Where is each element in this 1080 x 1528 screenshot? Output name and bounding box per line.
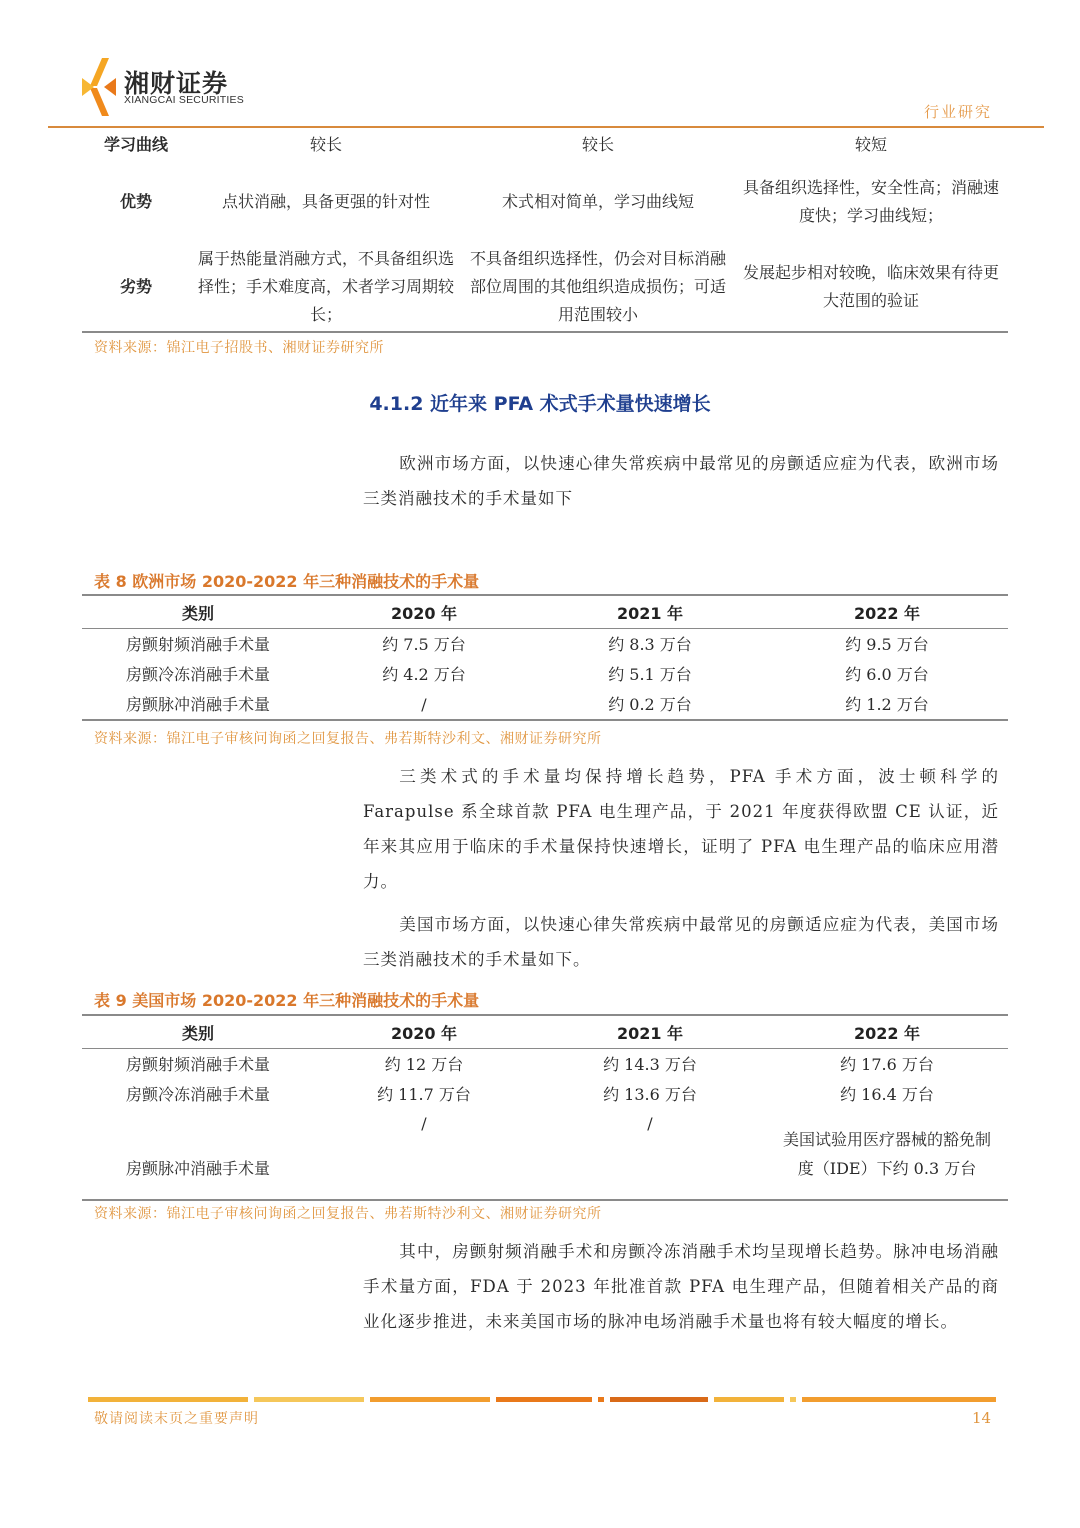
table-cell: 较长 (581, 135, 614, 154)
table-cell: 约 11.7 万台 (377, 1084, 471, 1104)
column-header: 2020 年 (314, 595, 534, 629)
comparison-table (82, 128, 1008, 333)
footer-divider (88, 1397, 996, 1402)
table-cell: 发展起步相对较晚，临床效果有待更大范围的验证 (734, 242, 1008, 332)
row-header: 劣势 (82, 242, 190, 332)
column-header: 2021 年 (534, 595, 766, 629)
table-cell: 点状消融，具备更强的针对性 (221, 192, 430, 211)
table-row (82, 1079, 1008, 1109)
table-cell: 约 7.5 万台 (382, 634, 466, 654)
report-category: 行业研究 (923, 103, 992, 121)
table-row (82, 659, 1008, 689)
table-cell: / (314, 1109, 534, 1200)
table-cell: 约 0.2 万台 (534, 689, 766, 720)
brand-name-en: XIANGCAI SECURITIES (124, 94, 244, 106)
table-cell: 房颤冷冻消融手术量 (125, 1084, 270, 1104)
table-cell: 约 1.2 万台 (766, 689, 1008, 720)
table-cell: 术式相对简单，学习曲线短 (501, 192, 694, 211)
table-row (82, 689, 1008, 720)
table-row (82, 162, 1008, 242)
table-header-row (82, 595, 1008, 629)
table-title: 表 9 美国市场 2020-2022 年三种消融技术的手术量 (94, 991, 480, 1010)
table-cell: 约 12 万台 (384, 1054, 464, 1074)
column-header: 类别 (82, 595, 314, 629)
table-title: 表 8 欧洲市场 2020-2022 年三种消融技术的手术量 (94, 572, 480, 591)
table-cell: / (534, 1109, 766, 1200)
table-cell: 约 4.2 万台 (382, 664, 466, 684)
table-cell: 不具备组织选择性，仍会对目标消融部位周围的其他组织造成损伤；可适用范围较小 (462, 242, 734, 332)
brand-name: 湘财证券 (124, 69, 229, 98)
row-header: 优势 (119, 192, 152, 211)
column-header: 2022 年 (766, 595, 1008, 629)
table-source: 资料来源：锦江电子审核问询函之回复报告、弗若斯特沙利文、湘财证券研究所 (94, 1206, 602, 1222)
table-source: 资料来源：锦江电子招股书、湘财证券研究所 (94, 340, 384, 356)
table-cell: 约 6.0 万台 (845, 664, 929, 684)
table-cell: 房颤脉冲消融手术量 (82, 1109, 314, 1200)
data-table-europe (82, 594, 1008, 721)
table-cell: 较长 (309, 135, 342, 154)
table-cell: 房颤冷冻消融手术量 (125, 664, 270, 684)
body-paragraph: 欧洲市场方面，以快速心律失常疾病中最常见的房颤适应症为代表，欧洲市场三类消融技术的手术量如下 (363, 454, 999, 508)
column-header: 2020 年 (314, 1015, 534, 1049)
table-row (82, 629, 1008, 660)
table-row (82, 128, 1008, 162)
column-header: 类别 (82, 1015, 314, 1049)
table-cell: 约 9.5 万台 (845, 634, 929, 654)
table-cell: 房颤脉冲消融手术量 (82, 689, 314, 720)
table-cell: 较短 (854, 135, 887, 154)
table-cell: 具备组织选择性，安全性高；消融速度快；学习曲线短； (742, 178, 999, 225)
disclaimer-note: 敬请阅读末页之重要声明 (94, 1411, 259, 1427)
body-paragraph: 其中，房颤射频消融手术和房颤冷冻消融手术均呈现增长趋势。脉冲电场消融手术量方面，FDA 于 2023 年批准首款 PFA 电生理产品，但随着相关产品的商业化逐步推进，未来美国市场的脉冲电场消融手术量也将有较大幅度的增长。 (363, 1242, 999, 1331)
table-row (82, 1049, 1008, 1080)
table-cell: 美国试验用医疗器械的豁免制度（IDE）下约 0.3 万台 (766, 1109, 1008, 1200)
table-cell: 房颤射频消融手术量 (125, 634, 270, 654)
section-title: 4.1.2 近年来 PFA 术式手术量快速增长 (369, 393, 711, 415)
table-cell: 约 5.1 万台 (608, 664, 692, 684)
column-header: 2022 年 (766, 1015, 1008, 1049)
table-cell: 房颤射频消融手术量 (125, 1054, 270, 1074)
table-row (82, 242, 1008, 332)
table-cell: 约 16.4 万台 (840, 1084, 934, 1104)
brand-logo-icon (82, 56, 116, 118)
table-source: 资料来源：锦江电子审核问询函之回复报告、弗若斯特沙利文、湘财证券研究所 (94, 731, 602, 747)
table-cell: 约 14.3 万台 (603, 1054, 697, 1074)
data-table-us (82, 1014, 1008, 1201)
table-cell: 属于热能量消融方式，不具备组织选择性；手术难度高，术者学习周期较长； (190, 242, 462, 332)
table-cell: 约 8.3 万台 (608, 634, 692, 654)
column-header: 2021 年 (534, 1015, 766, 1049)
table-cell: 约 17.6 万台 (840, 1054, 934, 1074)
table-cell: / (314, 689, 534, 720)
table-header-row (82, 1015, 1008, 1049)
table-row (82, 1109, 1008, 1200)
table-cell: 约 13.6 万台 (603, 1084, 697, 1104)
row-header: 学习曲线 (103, 135, 168, 154)
body-paragraph: 三类术式的手术量均保持增长趋势，PFA 手术方面，波士顿科学的 Farapulse 系全球首款 PFA 电生理产品，于 2021 年度获得欧盟 CE 认证，近年来其应用于临床的手术量保持快速增长，证明了 PFA 电生理产品的临床应用潜力。 美国市场方面，以快速心律失常疾病中最常见的房颤适应症为代表，美国市场三类消融技术的手术量如下。 (363, 767, 999, 969)
page-number: 14 (972, 1409, 992, 1427)
